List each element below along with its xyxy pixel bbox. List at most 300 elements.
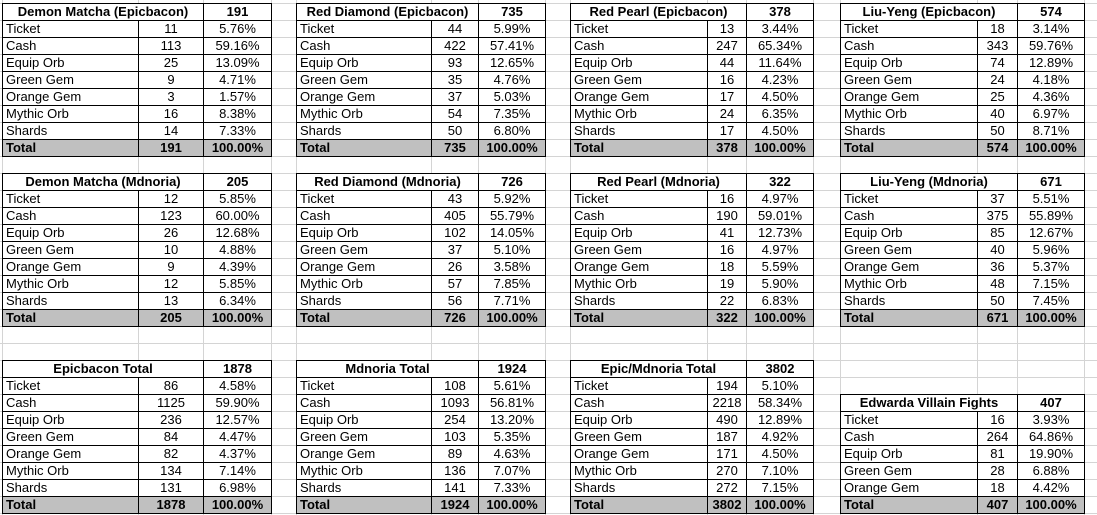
item-name-cell[interactable]: Green Gem [297,429,432,446]
percent-cell[interactable]: 58.34% [747,395,814,412]
count-cell[interactable]: 41 [708,225,747,242]
percent-cell[interactable]: 65.34% [747,38,814,55]
count-cell[interactable]: 378 [708,140,747,157]
item-name-cell[interactable]: Equip Orb [3,225,139,242]
count-cell[interactable]: 50 [978,123,1018,140]
item-name-cell[interactable]: Green Gem [571,72,708,89]
item-name-cell[interactable]: Cash [297,208,432,225]
item-name-cell[interactable]: Ticket [571,378,708,395]
count-cell[interactable]: 37 [432,242,479,259]
item-name-cell[interactable]: Orange Gem [571,259,708,276]
count-cell[interactable]: 171 [708,446,747,463]
count-cell[interactable]: 28 [978,463,1018,480]
item-name-cell[interactable]: Orange Gem [841,480,978,497]
item-name-cell[interactable]: Total [841,140,978,157]
percent-cell[interactable]: 55.89% [1018,208,1085,225]
percent-cell[interactable]: 5.99% [479,21,546,38]
count-cell[interactable]: 490 [708,412,747,429]
item-name-cell[interactable]: Orange Gem [3,89,139,106]
table-title[interactable]: Red Pearl (Epicbacon) [571,4,747,21]
percent-cell[interactable]: 7.33% [479,480,546,497]
table-title[interactable]: Epicbacon Total [3,361,204,378]
percent-cell[interactable]: 12.68% [204,225,272,242]
table-total-count[interactable]: 407 [1018,395,1085,412]
item-name-cell[interactable]: Shards [297,293,432,310]
percent-cell[interactable]: 5.90% [747,276,814,293]
item-name-cell[interactable]: Shards [841,293,978,310]
item-name-cell[interactable]: Orange Gem [841,259,978,276]
percent-cell[interactable]: 4.97% [747,242,814,259]
count-cell[interactable]: 81 [978,446,1018,463]
item-name-cell[interactable]: Cash [571,38,708,55]
item-name-cell[interactable]: Shards [3,480,139,497]
count-cell[interactable]: 13 [708,21,747,38]
percent-cell[interactable]: 3.44% [747,21,814,38]
count-cell[interactable]: 25 [139,55,204,72]
count-cell[interactable]: 16 [708,72,747,89]
percent-cell[interactable]: 3.93% [1018,412,1085,429]
percent-cell[interactable]: 100.00% [479,310,546,327]
count-cell[interactable]: 18 [708,259,747,276]
item-name-cell[interactable]: Equip Orb [841,225,978,242]
table-total-count[interactable]: 1924 [479,361,546,378]
percent-cell[interactable]: 100.00% [1018,140,1085,157]
count-cell[interactable]: 10 [139,242,204,259]
table-total-count[interactable]: 378 [747,4,814,21]
item-name-cell[interactable]: Green Gem [297,72,432,89]
percent-cell[interactable]: 100.00% [747,140,814,157]
percent-cell[interactable]: 100.00% [204,140,272,157]
percent-cell[interactable]: 8.38% [204,106,272,123]
percent-cell[interactable]: 100.00% [747,310,814,327]
item-name-cell[interactable]: Orange Gem [3,446,139,463]
percent-cell[interactable]: 5.59% [747,259,814,276]
percent-cell[interactable]: 55.79% [479,208,546,225]
count-cell[interactable]: 37 [432,89,479,106]
count-cell[interactable]: 103 [432,429,479,446]
item-name-cell[interactable]: Mythic Orb [841,106,978,123]
item-name-cell[interactable]: Equip Orb [3,412,139,429]
table-title[interactable]: Edwarda Villain Fights [841,395,1018,412]
count-cell[interactable]: 26 [432,259,479,276]
item-name-cell[interactable]: Orange Gem [297,259,432,276]
percent-cell[interactable]: 4.71% [204,72,272,89]
table-total-count[interactable]: 191 [204,4,272,21]
item-name-cell[interactable]: Equip Orb [297,55,432,72]
count-cell[interactable]: 205 [139,310,204,327]
percent-cell[interactable]: 4.92% [747,429,814,446]
count-cell[interactable]: 50 [978,293,1018,310]
count-cell[interactable]: 16 [708,191,747,208]
item-name-cell[interactable]: Equip Orb [3,55,139,72]
item-name-cell[interactable]: Shards [297,480,432,497]
item-name-cell[interactable]: Mythic Orb [3,106,139,123]
count-cell[interactable]: 9 [139,72,204,89]
item-name-cell[interactable]: Green Gem [571,242,708,259]
item-name-cell[interactable]: Mythic Orb [571,106,708,123]
item-name-cell[interactable]: Orange Gem [297,89,432,106]
item-name-cell[interactable]: Green Gem [3,429,139,446]
count-cell[interactable]: 40 [978,242,1018,259]
percent-cell[interactable]: 4.37% [204,446,272,463]
item-name-cell[interactable]: Mythic Orb [297,463,432,480]
percent-cell[interactable]: 7.71% [479,293,546,310]
percent-cell[interactable]: 100.00% [204,497,272,514]
percent-cell[interactable]: 12.89% [747,412,814,429]
percent-cell[interactable]: 5.10% [747,378,814,395]
percent-cell[interactable]: 6.88% [1018,463,1085,480]
item-name-cell[interactable]: Total [3,497,139,514]
count-cell[interactable]: 194 [708,378,747,395]
item-name-cell[interactable]: Cash [571,395,708,412]
percent-cell[interactable]: 59.76% [1018,38,1085,55]
count-cell[interactable]: 56 [432,293,479,310]
count-cell[interactable]: 407 [978,497,1018,514]
item-name-cell[interactable]: Ticket [3,21,139,38]
count-cell[interactable]: 48 [978,276,1018,293]
count-cell[interactable]: 13 [139,293,204,310]
item-name-cell[interactable]: Total [3,310,139,327]
table-total-count[interactable]: 735 [479,4,546,21]
count-cell[interactable]: 25 [978,89,1018,106]
percent-cell[interactable]: 6.34% [204,293,272,310]
percent-cell[interactable]: 5.76% [204,21,272,38]
count-cell[interactable]: 82 [139,446,204,463]
count-cell[interactable]: 24 [708,106,747,123]
count-cell[interactable]: 671 [978,310,1018,327]
item-name-cell[interactable]: Ticket [841,21,978,38]
count-cell[interactable]: 11 [139,21,204,38]
item-name-cell[interactable]: Total [571,497,708,514]
percent-cell[interactable]: 6.97% [1018,106,1085,123]
item-name-cell[interactable]: Green Gem [841,242,978,259]
count-cell[interactable]: 12 [139,191,204,208]
item-name-cell[interactable]: Total [841,497,978,514]
item-name-cell[interactable]: Cash [3,38,139,55]
table-total-count[interactable]: 1878 [204,361,272,378]
percent-cell[interactable]: 7.85% [479,276,546,293]
percent-cell[interactable]: 100.00% [1018,310,1085,327]
percent-cell[interactable]: 4.88% [204,242,272,259]
percent-cell[interactable]: 5.85% [204,191,272,208]
percent-cell[interactable]: 7.45% [1018,293,1085,310]
item-name-cell[interactable]: Shards [571,480,708,497]
item-name-cell[interactable]: Shards [3,293,139,310]
percent-cell[interactable]: 5.61% [479,378,546,395]
percent-cell[interactable]: 7.33% [204,123,272,140]
count-cell[interactable]: 19 [708,276,747,293]
item-name-cell[interactable]: Mythic Orb [571,276,708,293]
percent-cell[interactable]: 11.64% [747,55,814,72]
count-cell[interactable]: 1093 [432,395,479,412]
count-cell[interactable]: 131 [139,480,204,497]
item-name-cell[interactable]: Mythic Orb [3,463,139,480]
percent-cell[interactable]: 7.15% [747,480,814,497]
item-name-cell[interactable]: Green Gem [571,429,708,446]
count-cell[interactable]: 17 [708,123,747,140]
percent-cell[interactable]: 7.14% [204,463,272,480]
count-cell[interactable]: 93 [432,55,479,72]
item-name-cell[interactable]: Equip Orb [571,225,708,242]
percent-cell[interactable]: 5.35% [479,429,546,446]
table-title[interactable]: Red Pearl (Mdnoria) [571,174,747,191]
count-cell[interactable]: 54 [432,106,479,123]
item-name-cell[interactable]: Cash [571,208,708,225]
table-title[interactable]: Epic/Mdnoria Total [571,361,747,378]
item-name-cell[interactable]: Mythic Orb [297,276,432,293]
count-cell[interactable]: 12 [139,276,204,293]
count-cell[interactable]: 89 [432,446,479,463]
count-cell[interactable]: 50 [432,123,479,140]
item-name-cell[interactable]: Equip Orb [841,446,978,463]
count-cell[interactable]: 37 [978,191,1018,208]
count-cell[interactable]: 574 [978,140,1018,157]
percent-cell[interactable]: 3.14% [1018,21,1085,38]
percent-cell[interactable]: 6.83% [747,293,814,310]
percent-cell[interactable]: 57.41% [479,38,546,55]
item-name-cell[interactable]: Total [841,310,978,327]
item-name-cell[interactable]: Shards [571,293,708,310]
item-name-cell[interactable]: Shards [3,123,139,140]
percent-cell[interactable]: 100.00% [204,310,272,327]
count-cell[interactable]: 1125 [139,395,204,412]
count-cell[interactable]: 343 [978,38,1018,55]
item-name-cell[interactable]: Cash [3,208,139,225]
percent-cell[interactable]: 13.09% [204,55,272,72]
percent-cell[interactable]: 7.07% [479,463,546,480]
table-title[interactable]: Demon Matcha (Epicbacon) [3,4,204,21]
count-cell[interactable]: 26 [139,225,204,242]
item-name-cell[interactable]: Orange Gem [3,259,139,276]
item-name-cell[interactable]: Total [297,497,432,514]
percent-cell[interactable]: 4.50% [747,446,814,463]
percent-cell[interactable]: 4.47% [204,429,272,446]
count-cell[interactable]: 36 [978,259,1018,276]
item-name-cell[interactable]: Equip Orb [571,55,708,72]
count-cell[interactable]: 191 [139,140,204,157]
item-name-cell[interactable]: Mythic Orb [3,276,139,293]
percent-cell[interactable]: 6.80% [479,123,546,140]
item-name-cell[interactable]: Equip Orb [297,412,432,429]
table-total-count[interactable]: 322 [747,174,814,191]
item-name-cell[interactable]: Cash [841,38,978,55]
count-cell[interactable]: 43 [432,191,479,208]
count-cell[interactable]: 85 [978,225,1018,242]
percent-cell[interactable]: 5.03% [479,89,546,106]
count-cell[interactable]: 1924 [432,497,479,514]
percent-cell[interactable]: 4.36% [1018,89,1085,106]
count-cell[interactable]: 74 [978,55,1018,72]
table-title[interactable]: Liu-Yeng (Mdnoria) [841,174,1018,191]
percent-cell[interactable]: 4.42% [1018,480,1085,497]
percent-cell[interactable]: 4.39% [204,259,272,276]
count-cell[interactable]: 108 [432,378,479,395]
percent-cell[interactable]: 14.05% [479,225,546,242]
item-name-cell[interactable]: Cash [841,208,978,225]
count-cell[interactable]: 236 [139,412,204,429]
item-name-cell[interactable]: Ticket [3,378,139,395]
percent-cell[interactable]: 4.18% [1018,72,1085,89]
item-name-cell[interactable]: Total [297,140,432,157]
item-name-cell[interactable]: Orange Gem [571,89,708,106]
item-name-cell[interactable]: Orange Gem [297,446,432,463]
percent-cell[interactable]: 100.00% [1018,497,1085,514]
percent-cell[interactable]: 4.50% [747,123,814,140]
item-name-cell[interactable]: Mythic Orb [297,106,432,123]
count-cell[interactable]: 44 [708,55,747,72]
percent-cell[interactable]: 4.50% [747,89,814,106]
percent-cell[interactable]: 13.20% [479,412,546,429]
item-name-cell[interactable]: Orange Gem [841,89,978,106]
count-cell[interactable]: 3802 [708,497,747,514]
table-title[interactable]: Liu-Yeng (Epicbacon) [841,4,1018,21]
item-name-cell[interactable]: Shards [297,123,432,140]
table-total-count[interactable]: 726 [479,174,546,191]
item-name-cell[interactable]: Orange Gem [571,446,708,463]
count-cell[interactable]: 141 [432,480,479,497]
percent-cell[interactable]: 7.15% [1018,276,1085,293]
item-name-cell[interactable]: Total [571,140,708,157]
percent-cell[interactable]: 5.85% [204,276,272,293]
count-cell[interactable]: 113 [139,38,204,55]
item-name-cell[interactable]: Total [571,310,708,327]
percent-cell[interactable]: 5.51% [1018,191,1085,208]
percent-cell[interactable]: 5.37% [1018,259,1085,276]
percent-cell[interactable]: 6.98% [204,480,272,497]
count-cell[interactable]: 270 [708,463,747,480]
percent-cell[interactable]: 4.97% [747,191,814,208]
percent-cell[interactable]: 7.35% [479,106,546,123]
item-name-cell[interactable]: Cash [297,38,432,55]
percent-cell[interactable]: 100.00% [479,497,546,514]
percent-cell[interactable]: 1.57% [204,89,272,106]
count-cell[interactable]: 322 [708,310,747,327]
table-total-count[interactable]: 574 [1018,4,1085,21]
count-cell[interactable]: 254 [432,412,479,429]
item-name-cell[interactable]: Green Gem [3,242,139,259]
item-name-cell[interactable]: Ticket [841,191,978,208]
percent-cell[interactable]: 64.86% [1018,429,1085,446]
item-name-cell[interactable]: Mythic Orb [571,463,708,480]
item-name-cell[interactable]: Equip Orb [297,225,432,242]
count-cell[interactable]: 247 [708,38,747,55]
item-name-cell[interactable]: Ticket [297,378,432,395]
count-cell[interactable]: 190 [708,208,747,225]
item-name-cell[interactable]: Ticket [3,191,139,208]
count-cell[interactable]: 57 [432,276,479,293]
table-title[interactable]: Red Diamond (Epicbacon) [297,4,479,21]
count-cell[interactable]: 422 [432,38,479,55]
count-cell[interactable]: 24 [978,72,1018,89]
item-name-cell[interactable]: Cash [3,395,139,412]
percent-cell[interactable]: 59.16% [204,38,272,55]
item-name-cell[interactable]: Cash [841,429,978,446]
table-title[interactable]: Mdnoria Total [297,361,479,378]
percent-cell[interactable]: 56.81% [479,395,546,412]
percent-cell[interactable]: 5.96% [1018,242,1085,259]
count-cell[interactable]: 40 [978,106,1018,123]
count-cell[interactable]: 272 [708,480,747,497]
percent-cell[interactable]: 3.58% [479,259,546,276]
table-title[interactable]: Demon Matcha (Mdnoria) [3,174,204,191]
item-name-cell[interactable]: Ticket [571,21,708,38]
percent-cell[interactable]: 12.73% [747,225,814,242]
count-cell[interactable]: 16 [139,106,204,123]
item-name-cell[interactable]: Shards [571,123,708,140]
count-cell[interactable]: 264 [978,429,1018,446]
count-cell[interactable]: 86 [139,378,204,395]
item-name-cell[interactable]: Mythic Orb [841,276,978,293]
percent-cell[interactable]: 59.01% [747,208,814,225]
table-total-count[interactable]: 671 [1018,174,1085,191]
percent-cell[interactable]: 12.65% [479,55,546,72]
count-cell[interactable]: 9 [139,259,204,276]
percent-cell[interactable]: 4.76% [479,72,546,89]
percent-cell[interactable]: 12.89% [1018,55,1085,72]
count-cell[interactable]: 134 [139,463,204,480]
count-cell[interactable]: 16 [978,412,1018,429]
count-cell[interactable]: 35 [432,72,479,89]
item-name-cell[interactable]: Cash [297,395,432,412]
percent-cell[interactable]: 12.67% [1018,225,1085,242]
count-cell[interactable]: 123 [139,208,204,225]
percent-cell[interactable]: 4.23% [747,72,814,89]
item-name-cell[interactable]: Green Gem [3,72,139,89]
item-name-cell[interactable]: Green Gem [841,72,978,89]
item-name-cell[interactable]: Total [297,310,432,327]
percent-cell[interactable]: 4.63% [479,446,546,463]
count-cell[interactable]: 84 [139,429,204,446]
count-cell[interactable]: 2218 [708,395,747,412]
item-name-cell[interactable]: Equip Orb [571,412,708,429]
count-cell[interactable]: 1878 [139,497,204,514]
item-name-cell[interactable]: Green Gem [297,242,432,259]
item-name-cell[interactable]: Ticket [571,191,708,208]
count-cell[interactable]: 44 [432,21,479,38]
table-total-count[interactable]: 205 [204,174,272,191]
percent-cell[interactable]: 6.35% [747,106,814,123]
percent-cell[interactable]: 7.10% [747,463,814,480]
item-name-cell[interactable]: Ticket [297,21,432,38]
percent-cell[interactable]: 59.90% [204,395,272,412]
count-cell[interactable]: 136 [432,463,479,480]
table-total-count[interactable]: 3802 [747,361,814,378]
count-cell[interactable]: 16 [708,242,747,259]
percent-cell[interactable]: 4.58% [204,378,272,395]
percent-cell[interactable]: 5.92% [479,191,546,208]
item-name-cell[interactable]: Ticket [297,191,432,208]
percent-cell[interactable]: 100.00% [479,140,546,157]
count-cell[interactable]: 187 [708,429,747,446]
percent-cell[interactable]: 5.10% [479,242,546,259]
count-cell[interactable]: 14 [139,123,204,140]
percent-cell[interactable]: 8.71% [1018,123,1085,140]
percent-cell[interactable]: 19.90% [1018,446,1085,463]
percent-cell[interactable]: 12.57% [204,412,272,429]
count-cell[interactable]: 17 [708,89,747,106]
table-title[interactable]: Red Diamond (Mdnoria) [297,174,479,191]
count-cell[interactable]: 22 [708,293,747,310]
item-name-cell[interactable]: Total [3,140,139,157]
count-cell[interactable]: 18 [978,480,1018,497]
count-cell[interactable]: 375 [978,208,1018,225]
count-cell[interactable]: 405 [432,208,479,225]
item-name-cell[interactable]: Shards [841,123,978,140]
count-cell[interactable]: 735 [432,140,479,157]
item-name-cell[interactable]: Ticket [841,412,978,429]
percent-cell[interactable]: 100.00% [747,497,814,514]
count-cell[interactable]: 18 [978,21,1018,38]
